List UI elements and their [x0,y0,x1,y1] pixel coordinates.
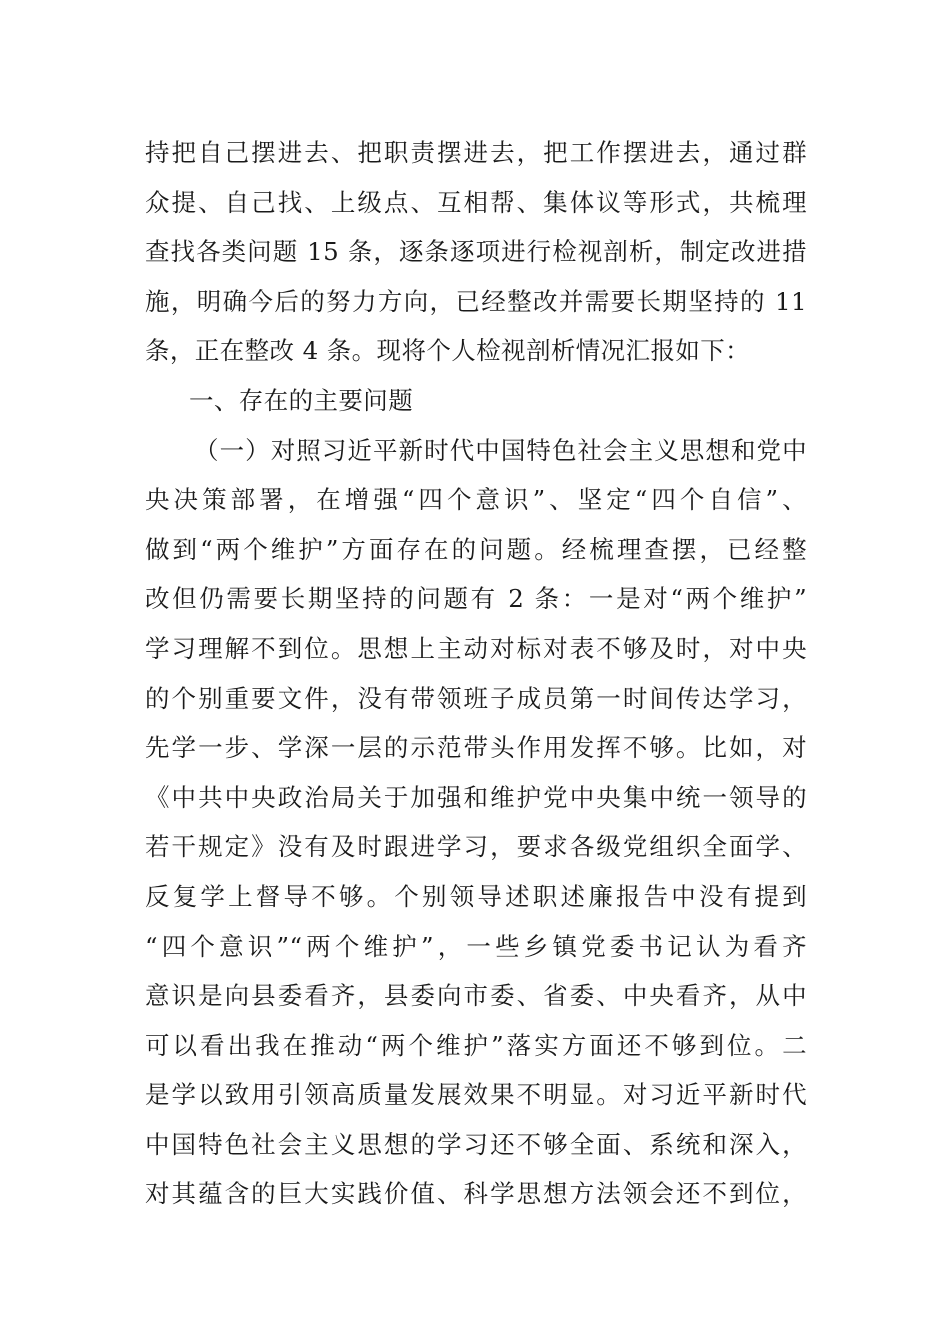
text-line: 条，正在整改 4 条。现将个人检视剖析情况汇报如下： [145,336,751,366]
text-line: 改但仍需要长期坚持的问题有 2 条：一是对“两个维护” [145,584,807,614]
text-line: 做到“两个维护”方面存在的问题。经梳理查摆，已经整 [145,534,807,564]
text-line: 施，明确今后的努力方向，已经整改并需要长期坚持的 11 [145,286,807,316]
text-line: 中国特色社会主义思想的学习还不够全面、系统和深入， [145,1129,807,1159]
text-line: 的个别重要文件，没有带领班子成员第一时间传达学习， [145,683,807,713]
text-line: 可以看出我在推动“两个维护”落实方面还不够到位。二 [145,1030,807,1060]
document-body [145,128,807,1219]
text-line: 持把自己摆进去、把职责摆进去，把工作摆进去，通过群 [145,138,807,167]
text-line: 央决策部署，在增强“四个意识”、坚定“四个自信”、 [145,485,807,515]
text-line: 《中共中央政治局关于加强和维护党中央集中统一领导的 [145,782,807,812]
text-line: 众提、自己找、上级点、互相帮、集体议等形式，共梳理 [145,187,807,217]
text-line: 若干规定》没有及时跟进学习，要求各级党组织全面学、 [145,832,807,862]
text-line: 是学以致用引领高质量发展效果不明显。对习近平新时代 [145,1080,807,1110]
text-line: 学习理解不到位。思想上主动对标对表不够及时，对中央 [145,633,807,663]
text-line: 对其蕴含的巨大实践价值、科学思想方法领会还不到位， [145,1179,807,1209]
text-line: 先学一步、学深一层的示范带头作用发挥不够。比如，对 [145,733,807,763]
text-line: 意识是向县委看齐，县委向市委、省委、中央看齐，从中 [145,981,807,1011]
text-line: 查找各类问题 15 条，逐条逐项进行检视剖析，制定改进措 [145,237,807,267]
text-line: “四个意识”“两个维护”，一些乡镇党委书记认为看齐 [145,931,807,961]
text-line: （一）对照习近平新时代中国特色社会主义思想和党中 [194,435,807,465]
text-line: 反复学上督导不够。个别领导述职述廉报告中没有提到 [145,881,807,911]
section-heading: 一、存在的主要问题 [189,385,414,415]
